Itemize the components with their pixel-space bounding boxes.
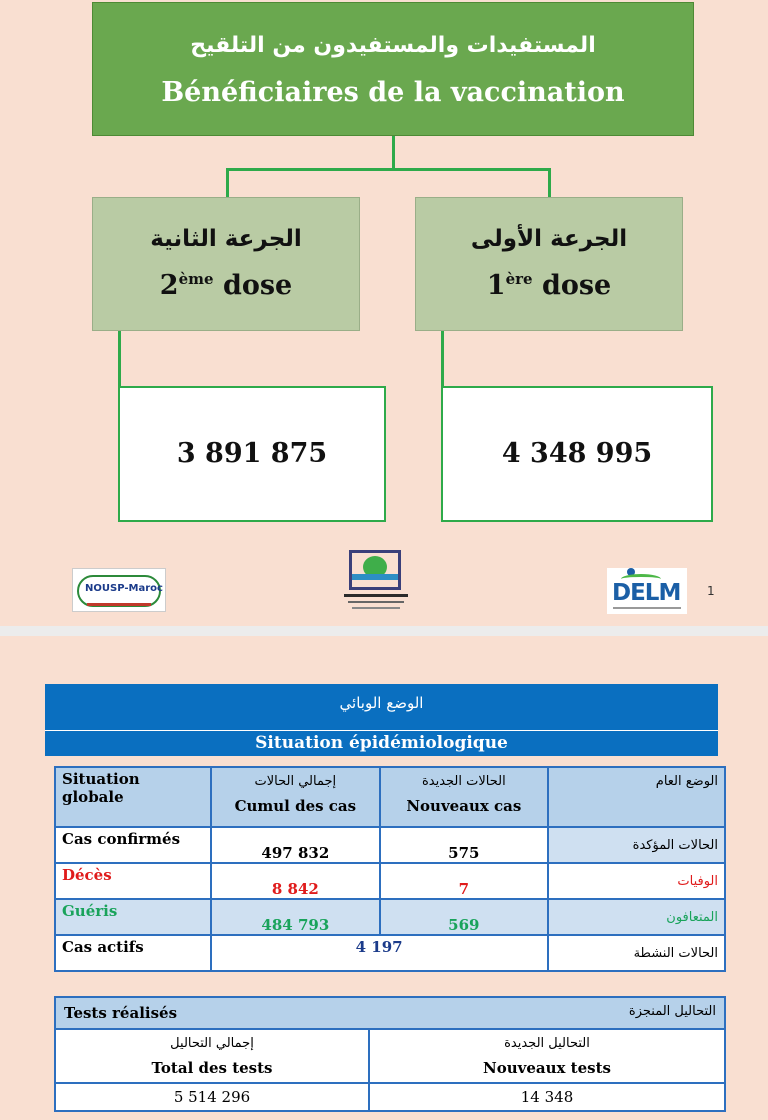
nousp-logo [72, 568, 166, 612]
row-confirmed [55, 827, 725, 863]
title-arabic: المستفيدات والمستفيدون من التلقيح [190, 33, 596, 58]
nousp-bar-icon [87, 603, 151, 606]
col-total-tests [55, 1029, 369, 1083]
ministry-health-logo [344, 550, 408, 616]
ministry-text-line3-icon [352, 607, 400, 609]
value-active: 4 197 [211, 935, 548, 971]
nousp-logo-text: NOUSP-Maroc [85, 583, 163, 594]
col-situation-arabic [548, 767, 725, 827]
delm-logo-text: DELM [612, 580, 681, 606]
new-tests-value: 14 348 [369, 1083, 725, 1111]
label-deaths: Décès [55, 863, 211, 899]
label-recovered-arabic: المتعافون [548, 899, 725, 935]
connector-left-drop [226, 168, 229, 198]
tests-subheader-row [55, 1029, 725, 1083]
label-confirmed: Cas confirmés [55, 827, 211, 863]
dose1-french [416, 270, 682, 301]
cumul-recovered: 484 793 [211, 899, 380, 935]
label-recovered: Guéris [55, 899, 211, 935]
dose2-box [92, 197, 360, 331]
row-active [55, 935, 725, 971]
col-new-tests [369, 1029, 725, 1083]
col-total-tests-arabic: إجمالي التحاليل [170, 1036, 254, 1051]
col-nouveaux [380, 767, 548, 827]
dose1-count: 4 348 995 [441, 386, 713, 522]
tests-header [55, 997, 725, 1029]
connector-trunk [392, 136, 395, 170]
delm-logo [607, 568, 687, 614]
label-active: Cas actifs [55, 935, 211, 971]
dose2-count: 3 891 875 [118, 386, 386, 522]
total-tests-value: 5 514 296 [55, 1083, 369, 1111]
title-french: Bénéficiaires de la vaccination [161, 77, 625, 108]
connector-dose1-down [441, 331, 444, 387]
epi-header-french: Situation épidémiologique [45, 730, 718, 756]
new-confirmed: 575 [380, 827, 548, 863]
cumul-deaths: 8 842 [211, 863, 380, 899]
col-cumul [211, 767, 380, 827]
ministry-text-line2-icon [348, 601, 404, 603]
col-situation-arabic-label: الوضع العام [655, 774, 718, 789]
epi-table [54, 766, 726, 972]
new-deaths: 7 [380, 863, 548, 899]
connector-branch [226, 168, 550, 171]
ministry-text-line-icon [344, 594, 408, 597]
dose1-box [415, 197, 683, 331]
col-total-tests-french: Total des tests [151, 1059, 273, 1077]
col-situation-globale: Situation globale [55, 767, 211, 827]
new-recovered: 569 [380, 899, 548, 935]
ministry-wave-icon [352, 574, 398, 580]
page-number: 1 [707, 584, 715, 598]
page-separator [0, 626, 768, 636]
dose2-number: 2 [159, 270, 179, 301]
epi-header-row [55, 767, 725, 827]
dose1-word: dose [532, 270, 612, 301]
col-nouveaux-arabic: الحالات الجديدة [421, 774, 506, 789]
epi-header-arabic: الوضع الوبائي [45, 684, 718, 730]
col-cumul-arabic: إجمالي الحالات [254, 774, 337, 789]
col-new-tests-french: Nouveaux tests [483, 1059, 611, 1077]
tests-table [54, 996, 726, 1112]
dose2-arabic: الجرعة الثانية [150, 226, 302, 252]
col-nouveaux-french: Nouveaux cas [406, 797, 522, 815]
tests-header-french: Tests réalisés [64, 1004, 178, 1022]
tests-values-row [55, 1083, 725, 1111]
col-cumul-french: Cumul des cas [234, 797, 357, 815]
vaccination-title-box [92, 2, 694, 136]
label-active-arabic: الحالات النشطة [548, 935, 725, 971]
dose1-arabic: الجرعة الأولى [470, 226, 628, 252]
row-recovered [55, 899, 725, 935]
dose1-ordinal: ère [505, 270, 533, 288]
connector-dose2-down [118, 331, 121, 387]
cumul-confirmed: 497 832 [211, 827, 380, 863]
tests-header-arabic: التحاليل المنجزة [628, 1004, 716, 1019]
dose1-number: 1 [486, 270, 506, 301]
dose2-ordinal: ème [178, 270, 214, 288]
label-deaths-arabic: الوفيات [548, 863, 725, 899]
tests-header-row [55, 997, 725, 1029]
row-deaths [55, 863, 725, 899]
delm-subtitle-icon [613, 607, 681, 609]
dose2-word: dose [213, 270, 293, 301]
col-new-tests-arabic: التحاليل الجديدة [504, 1036, 590, 1051]
label-confirmed-arabic: الحالات المؤكدة [548, 827, 725, 863]
dose2-french [93, 270, 359, 301]
connector-right-drop [548, 168, 551, 198]
